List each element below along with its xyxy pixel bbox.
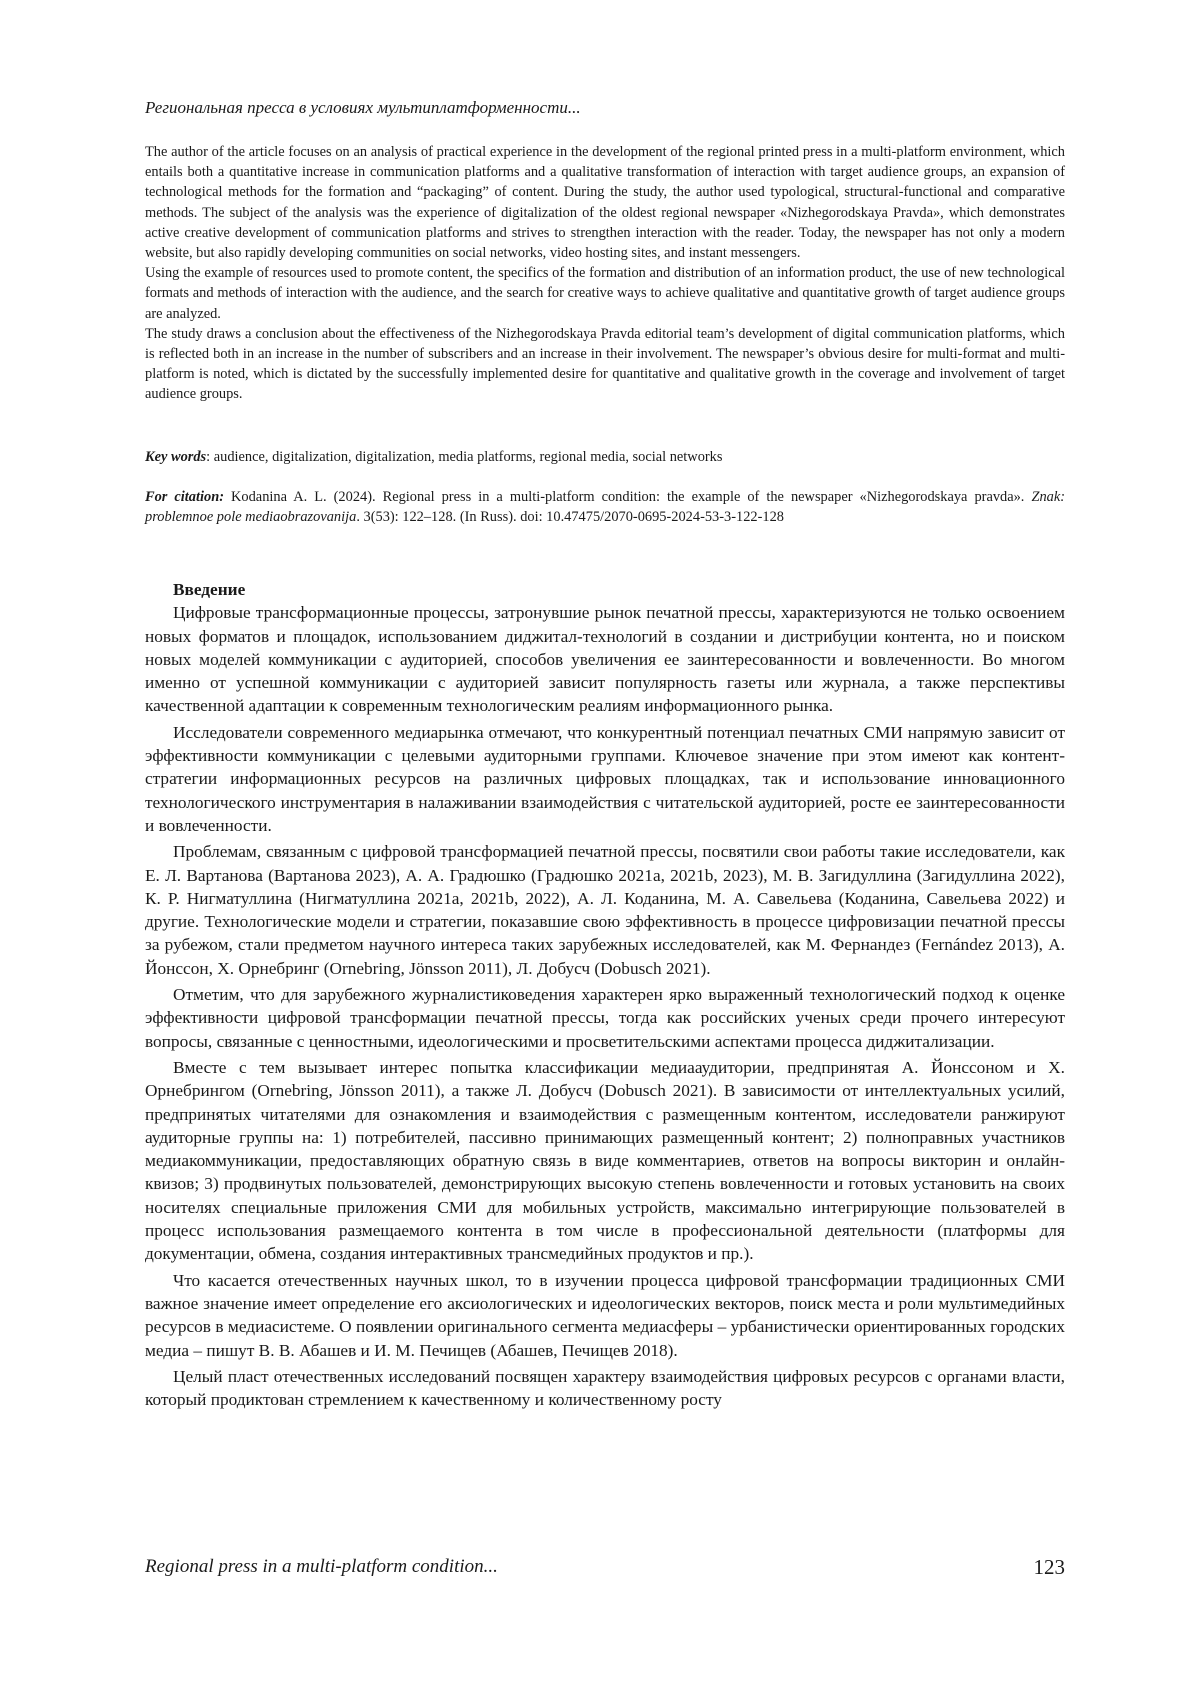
keywords: [145, 447, 1065, 467]
body-paragraph: Проблемам, связанным с цифровой трансформацией печатной прессы, посвятили свои работы такие исследователи, как Е. Л. Вартанова (Вартанова 2023), А. А. Градюшко (Градюшко 2021a, 2021b, 2023), М. В. Загидуллина (Загидуллина 2022), К. Р. Нигматуллина (Нигматуллина 2021a, 2021b, 2022), А. Л. Коданина, М. А. Савельева (Коданина, Савельева 2022) и другие. Технологические модели и стратегии, показавшие свою эффективность в процессе цифровизации печатной прессы за рубежом, стали предметом научного интереса таких зарубежных исследователей, как М. Фернандез (Fernández 2013), А. Йонссон, Х. Орнебринг (Ornebring, Jönsson 2011), Л. Добусч (Dobusch 2021).: [145, 842, 1065, 978]
citation: [145, 487, 1065, 527]
citation-text-after: . 3(53): 122–128. (In Russ). doi: 10.47475/2070-0695-2024-53-3-122-128: [356, 509, 784, 526]
body-paragraph: Цифровые трансформационные процессы, затронувшие рынок печатной прессы, характеризуются не только освоением новых форматов и площадок, использованием диджитал-технологий в создании и дистрибуции контента, но и поиском новых моделей коммуникации с аудиторией, способов увеличения ее заинтересованности и вовлеченности. Во многом именно от успешной коммуникации с аудиторией зависит популярность газеты или журнала, а также перспективы качественной адаптации к современным технологическим реалиям информационного рынка.: [145, 603, 1065, 716]
running-header-title: Региональная пресса в условиях мультиплатформенности...: [145, 98, 581, 117]
keywords-label: Key words: [145, 449, 207, 465]
body-paragraph: Что касается отечественных научных школ, то в изучении процесса цифровой трансформации традиционных СМИ важное значение имеет определение его аксиологических и идеологических векторов, поиск места и роли мультимедийных ресурсов в медиасистеме. О появлении оригинального сегмента медиасферы – урбанистически ориентированных городских медиа – пишут В. В. Абашев и И. М. Печищев (Абашев, Печищев 2018).: [145, 1270, 1065, 1360]
body-paragraph: Вместе с тем вызывает интерес попытка классификации медиааудитории, предпринятая А. Йонссоном и Х. Орнебрингом (Ornebring, Jönsson 2011), а также Л. Добусч (Dobusch 2021). В зависимости от интеллектуальных усилий, предпринятых читателями для ознакомления и взаимодействия с размещенным контентом, исследователи ранжируют аудиторные группы на: 1) потребителей, пассивно принимающих размещенный контент; 2) полноправных участников медиакоммуникации, предоставляющих обратную связь в виде комментариев, ответов на вопросы викторин и онлайн-квизов; 3) продвинутых пользователей, демонстрирующих высокую степень вовлеченности и готовых установить на своих носителях специальные приложения СМИ для мобильных устройств, максимально интегрирующие пользователей в процесс использования размещаемого контента в том числе в профессиональной деятельности (платформы для документации, обмена, создания интерактивных трансмедийных продуктов и пр.).: [145, 1057, 1065, 1264]
page-number: 123: [1033, 1555, 1065, 1579]
abstract: [145, 142, 1065, 405]
section-heading: Введение: [173, 580, 246, 599]
citation-label: For citation:: [145, 489, 224, 505]
running-footer-title: Regional press in a multi-platform condition...: [145, 1556, 498, 1577]
citation-journal: Znak: problemnoe pole mediaobrazovanija: [145, 489, 1066, 526]
abstract-paragraph: The author of the article focuses on an analysis of practical experience in the development of the regional printed press in a multi-platform environment, which entails both a quantitative increase in communication platforms and a qualitative transformation of interaction with target audience groups, an expansion of technological methods for the formation and “packaging” of content. During the study, the author used typological, structural-functional and comparative methods. The subject of the analysis was the experience of digitalization of the oldest regional newspaper «Nizhegorodskaya Pravda», which demonstrates active creative development of communication platforms and strives to strengthen interaction with the reader. Today, the newspaper has not only a modern website, but also rapidly developing communities on social networks, video hosting sites, and instant messengers.: [145, 144, 1065, 262]
citation-text-before: Kodanina A. L. (2024). Regional press in a multi-platform condition: the example of the newspaper «Nizhegorodskaya pravda».: [224, 489, 1032, 505]
body-paragraph: Целый пласт отечественных исследований посвящен характеру взаимодействия цифровых ресурсов с органами власти, который продиктован стремлением к качественному и количественному росту: [145, 1366, 1065, 1410]
article-body: [145, 578, 1065, 1414]
abstract-paragraph: The study draws a conclusion about the effectiveness of the Nizhegorodskaya Pravda editorial team’s development of digital communication platforms, which is reflected both in an increase in the number of subscribers and an increase in their involvement. The newspaper’s obvious desire for multi-format and multi-platform is noted, which is dictated by the successfully implemented desire for quantitative and qualitative growth in the coverage and involvement of target audience groups.: [145, 325, 1065, 403]
body-paragraph: Отметим, что для зарубежного журналистиковедения характерен ярко выраженный технологический подход к оценке эффективности цифровой трансформации печатной прессы, тогда как российских ученых среди прочего интересуют вопросы, связанные с ценностными, идеологическими и просветительскими аспектами процесса диджитализации.: [145, 985, 1065, 1051]
running-footer: [145, 1555, 1065, 1581]
keywords-text: : audience, digitalization, digitalization, media platforms, regional media, social networks: [206, 449, 723, 465]
body-paragraph: Исследователи современного медиарынка отмечают, что конкурентный потенциал печатных СМИ напрямую зависит от эффективности коммуникации с целевыми аудиторными группами. Ключевое значение при этом имеют как контент-стратегии информационных ресурсов на различных цифровых площадках, так и использование инновационного технологического инструментария в налаживании взаимодействия с читательской аудиторией, росте ее заинтересованности и вовлеченности.: [145, 722, 1065, 835]
abstract-paragraph: Using the example of resources used to promote content, the specifics of the formation and distribution of an information product, the use of new technological formats and methods of interaction with the audience, and the search for creative ways to achieve qualitative and quantitative growth of target audience groups are analyzed.: [145, 265, 1065, 322]
